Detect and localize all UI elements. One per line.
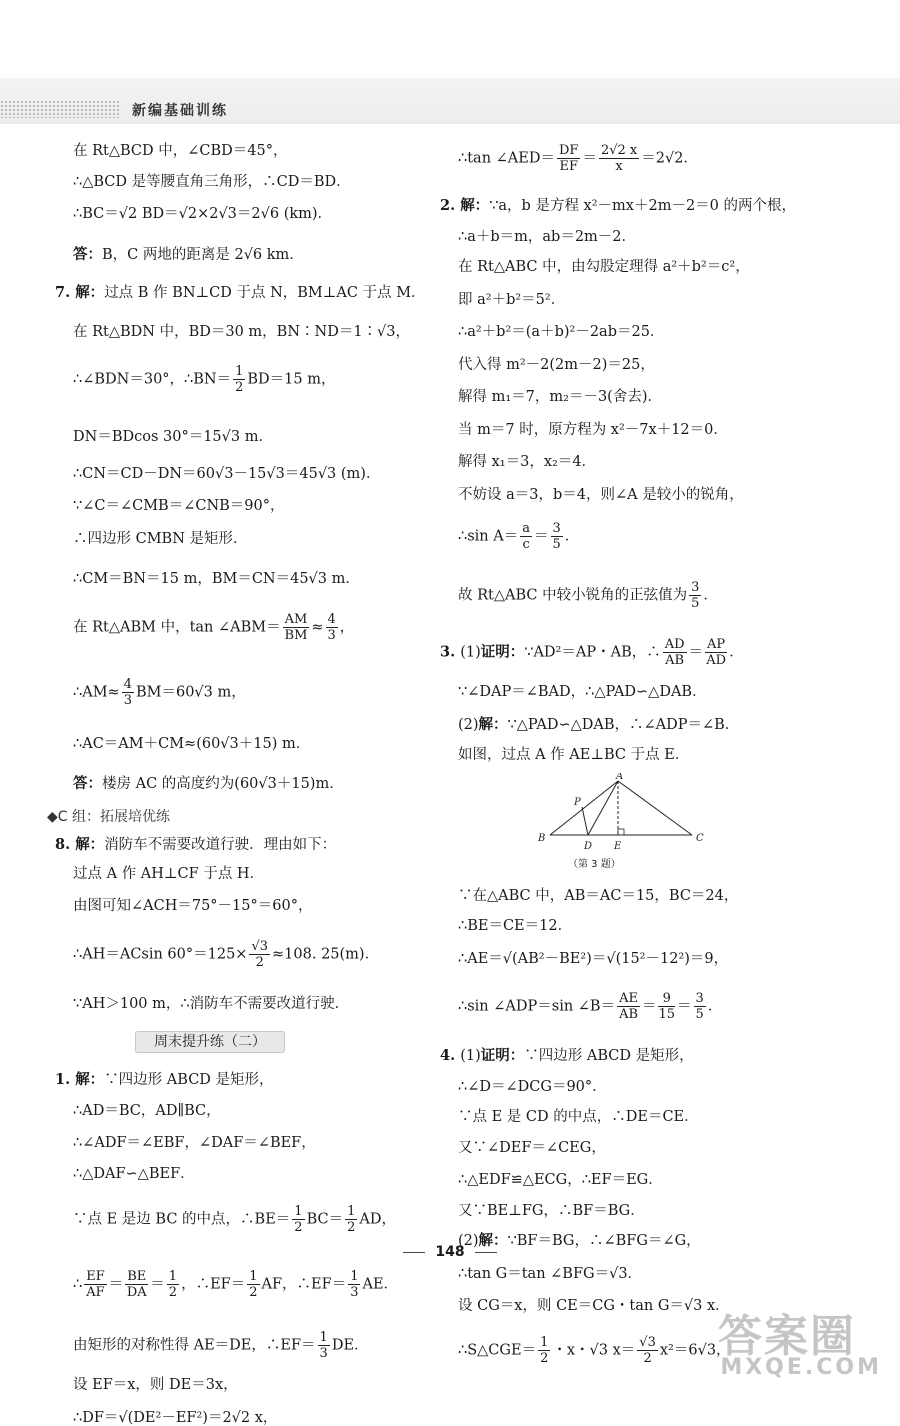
line-text: AD， bbox=[359, 1211, 396, 1228]
answer-label: 解： bbox=[75, 836, 105, 853]
fraction-numerator: BE bbox=[127, 1269, 147, 1284]
fraction-denominator: AB bbox=[619, 1007, 639, 1022]
fraction-denominator: 5 bbox=[691, 596, 700, 611]
fraction-denominator: AF bbox=[86, 1285, 105, 1300]
fraction-denominator: 2 bbox=[347, 1220, 356, 1235]
line-text: B，C 两地的距离是 2√6 km． bbox=[102, 246, 304, 263]
text-line bbox=[55, 1411, 445, 1426]
line-text: ∴ bbox=[73, 1276, 83, 1293]
fraction-numerator: 1 bbox=[540, 1334, 549, 1350]
text-line bbox=[55, 245, 445, 263]
fraction bbox=[557, 144, 580, 173]
line-text: ＝2√2． bbox=[641, 150, 698, 167]
right-angle-mark bbox=[618, 829, 624, 835]
line-text: ∵AD²＝AP・AB，∴ bbox=[524, 644, 661, 661]
line-text: ∴∠D＝∠DCG＝90°． bbox=[458, 1078, 607, 1095]
fraction bbox=[705, 638, 727, 667]
fraction-denominator: 2 bbox=[540, 1350, 549, 1366]
text-line bbox=[440, 1049, 830, 1064]
fraction bbox=[551, 522, 563, 551]
answer-label: 解： bbox=[478, 1232, 508, 1249]
line-text: 在 Rt△ABC 中，由勾股定理得 a²＋b²＝c²， bbox=[458, 259, 750, 275]
fraction-denominator: DA bbox=[126, 1285, 147, 1300]
answer-label: 答： bbox=[73, 245, 102, 263]
line-text: DN＝BDcos 30°＝15√3 m． bbox=[73, 429, 273, 445]
line-text: ∴a²＋b²＝(a＋b)²－2ab＝25． bbox=[458, 324, 665, 340]
problem-number: 7. bbox=[55, 284, 76, 301]
header-dot-pattern bbox=[0, 100, 120, 118]
fraction bbox=[283, 613, 310, 642]
fraction-denominator: AD bbox=[706, 653, 727, 668]
segment-ad bbox=[588, 781, 618, 835]
line-text: ＝ bbox=[150, 1276, 165, 1293]
text-line bbox=[440, 230, 830, 245]
right-column bbox=[440, 130, 830, 1365]
fraction-numerator: 2√2 x bbox=[600, 143, 638, 158]
line-text: ． bbox=[707, 998, 723, 1015]
fraction bbox=[249, 940, 270, 969]
text-line bbox=[55, 207, 445, 222]
fraction-denominator: EF bbox=[559, 159, 578, 174]
fraction-numerator: 1 bbox=[168, 1269, 178, 1284]
line-text: ． bbox=[729, 644, 744, 661]
fraction-denominator: AB bbox=[665, 653, 685, 668]
fraction bbox=[348, 1270, 360, 1299]
answer-label: 证明： bbox=[480, 643, 525, 661]
fraction bbox=[233, 365, 245, 394]
point-label-e: E bbox=[614, 840, 622, 852]
text-line bbox=[440, 325, 830, 340]
point-label-c: C bbox=[696, 832, 704, 844]
line-text: 又∵BE⊥FG，∴BF＝BG． bbox=[458, 1202, 645, 1219]
answer-label: 答： bbox=[73, 775, 102, 792]
fraction bbox=[689, 581, 701, 610]
figure-caption: （第 3 题） bbox=[568, 858, 621, 870]
line-text: ∴CM＝BN＝15 m，BM＝CN＝45√3 m． bbox=[73, 571, 360, 587]
text-line bbox=[55, 899, 445, 914]
line-text: ∴四边形 CMBN 是矩形． bbox=[73, 530, 248, 547]
line-text: ，∴EF＝ bbox=[181, 1276, 246, 1293]
fraction-denominator: 3 bbox=[123, 692, 132, 708]
line-text: ∵点 E 是 CD 的中点，∴DE＝CE． bbox=[458, 1109, 699, 1125]
fraction bbox=[520, 522, 532, 551]
line-text: ∴tan ∠AED＝ bbox=[458, 150, 555, 167]
text-line bbox=[55, 1331, 445, 1360]
text-line bbox=[440, 581, 830, 610]
line-text: 在 Rt△ABM 中，tan ∠ABM＝ bbox=[73, 619, 281, 635]
line-text: 过点 A 作 AH⊥CF 于点 H． bbox=[73, 865, 265, 882]
fraction-denominator: 2 bbox=[249, 1285, 258, 1300]
text-line bbox=[55, 499, 445, 514]
line-text: ∴∠BDN＝30°，∴BN＝ bbox=[73, 371, 232, 388]
text-line bbox=[55, 572, 445, 587]
problem-number: 1. bbox=[55, 1071, 76, 1088]
fraction-denominator: 2 bbox=[294, 1220, 303, 1235]
text-line bbox=[440, 685, 830, 700]
fraction-denominator: 2 bbox=[255, 954, 264, 970]
text-line bbox=[55, 1104, 445, 1119]
line-text: ∵BF＝BG，∴∠BFG＝∠G， bbox=[507, 1233, 701, 1249]
text-line bbox=[55, 325, 445, 340]
text-line bbox=[55, 997, 445, 1012]
text-line bbox=[440, 260, 830, 275]
fraction-numerator: √3 bbox=[639, 1334, 656, 1350]
line-text: ∵△PAD∽△DAB，∴∠ADP＝∠B． bbox=[507, 716, 740, 733]
fraction-numerator: 1 bbox=[249, 1269, 258, 1284]
text-line bbox=[55, 737, 445, 752]
line-text: ∴△EDF≌△ECG，∴EF＝EG． bbox=[458, 1172, 663, 1188]
line-text: 由图可知∠ACH＝75°－15°＝60°， bbox=[73, 898, 313, 914]
fraction bbox=[599, 144, 639, 173]
fraction bbox=[617, 992, 640, 1021]
line-text: ∴BC＝√2 BD＝√2×2√3＝2√6 (km)． bbox=[73, 206, 333, 222]
fraction-numerator: EF bbox=[86, 1269, 105, 1284]
line-text: AF，∴EF＝ bbox=[261, 1276, 347, 1293]
page-number-footer bbox=[0, 1244, 900, 1260]
fraction-numerator: AD bbox=[664, 637, 685, 652]
text-line bbox=[440, 952, 830, 967]
line-text: ∴tan G＝tan ∠BFG＝√3． bbox=[458, 1265, 643, 1282]
text-line bbox=[55, 365, 445, 394]
text-line bbox=[440, 1267, 830, 1282]
text-line bbox=[55, 286, 445, 301]
fraction-numerator: 1 bbox=[350, 1269, 359, 1284]
line-text: ∴BE＝CE＝12． bbox=[458, 918, 573, 934]
figure-3 bbox=[510, 773, 830, 877]
fraction-numerator: AM bbox=[284, 611, 308, 627]
fraction-denominator: x bbox=[615, 159, 623, 174]
line-text: ∴AM≈ bbox=[73, 684, 120, 700]
fraction bbox=[167, 1270, 179, 1299]
problem-number: 2. bbox=[440, 197, 461, 214]
fraction-numerator: 3 bbox=[691, 580, 700, 595]
line-text: (1) bbox=[460, 1048, 481, 1064]
fraction-denominator: 15 bbox=[658, 1007, 676, 1022]
fraction bbox=[637, 1336, 658, 1365]
line-text: ＝ bbox=[534, 528, 549, 545]
line-text: ∴△DAF∽△BEF． bbox=[73, 1165, 195, 1182]
text-line bbox=[440, 1204, 830, 1219]
line-text: ・x・√3 x＝ bbox=[552, 1342, 636, 1358]
point-label-a: A bbox=[616, 772, 624, 782]
line-text: 设 CG＝x，则 CE＝CG・tan G＝√3 x． bbox=[458, 1298, 730, 1314]
line-text: ∴AD＝BC，AD∥BC， bbox=[73, 1102, 221, 1119]
line-text: ＝ bbox=[688, 644, 704, 661]
line-text: ∴∠ADF＝∠EBF，∠DAF＝∠BEF， bbox=[73, 1135, 316, 1151]
text-line bbox=[55, 867, 445, 882]
fraction-denominator: 3 bbox=[350, 1285, 359, 1300]
text-line bbox=[55, 777, 445, 792]
line-text: 即 a²＋b²＝5²． bbox=[458, 291, 566, 308]
line-text: x²＝6√3， bbox=[659, 1342, 731, 1358]
point-label-d: D bbox=[584, 840, 593, 852]
line-text: 当 m＝7 时，原方程为 x²－7x＋12＝0． bbox=[458, 421, 728, 438]
line-text: ∴AE＝√(AB²－BE²)＝√(15²－12²)＝9， bbox=[458, 950, 729, 967]
line-text: ＝ bbox=[677, 998, 692, 1015]
fraction-numerator: 4 bbox=[123, 676, 132, 692]
footer-dash-right bbox=[475, 1252, 497, 1253]
line-text: BD＝15 m， bbox=[247, 371, 336, 388]
text-line bbox=[55, 1378, 445, 1393]
text-line bbox=[440, 1110, 830, 1125]
fraction bbox=[122, 678, 134, 707]
section-banner: 周末提升练（二） bbox=[135, 1031, 285, 1053]
fraction-denominator: 3 bbox=[319, 1346, 328, 1361]
text-line bbox=[440, 293, 830, 308]
problem-number: 4. bbox=[440, 1047, 461, 1064]
line-text: 解得 x₁＝3，x₂＝4． bbox=[458, 454, 597, 470]
text-line bbox=[440, 1080, 830, 1095]
left-column bbox=[47, 130, 445, 1426]
text-line bbox=[440, 423, 830, 438]
line-text: 代入得 m²－2(2m－2)＝25， bbox=[458, 356, 655, 373]
line-text: 在 Rt△BDN 中，BD＝30 m，BN∶ND＝1∶√3， bbox=[73, 323, 411, 340]
segment-pd bbox=[582, 807, 588, 835]
line-text: 设 EF＝x，则 DE＝3x， bbox=[73, 1377, 238, 1393]
triangle-diagram bbox=[510, 773, 710, 853]
line-text: 过点 B 作 BN⊥CD 于点 N，BM⊥AC 于点 M． bbox=[104, 285, 426, 301]
text-line bbox=[440, 1141, 830, 1156]
line-text: ∴S△CGE＝ bbox=[458, 1342, 537, 1358]
text-line bbox=[55, 467, 445, 482]
text-line bbox=[47, 810, 445, 825]
line-text: ＝ bbox=[108, 1276, 124, 1293]
text-line bbox=[440, 1173, 830, 1188]
text-line bbox=[440, 638, 830, 667]
line-text: ∵∠DAP＝∠BAD，∴△PAD∽△DAB． bbox=[458, 684, 707, 700]
line-text: ． bbox=[703, 587, 718, 604]
line-text: ∵在△ABC 中，AB＝AC＝15，BC＝24， bbox=[458, 887, 739, 904]
segment-ac bbox=[618, 781, 692, 835]
text-line bbox=[55, 1205, 445, 1234]
line-text: ∵点 E 是边 BC 的中点，∴BE＝ bbox=[73, 1211, 291, 1228]
line-text: 又∵∠DEF＝∠CEG， bbox=[458, 1139, 606, 1156]
line-text: 在 Rt△BCD 中，∠CBD＝45°， bbox=[73, 143, 288, 159]
text-line bbox=[55, 144, 445, 159]
fraction-numerator: 1 bbox=[347, 1204, 356, 1219]
text-line bbox=[55, 613, 445, 642]
fraction bbox=[318, 1331, 330, 1360]
fraction bbox=[663, 638, 687, 667]
answer-label: 解： bbox=[460, 197, 490, 214]
line-text: ∵∠C＝∠CMB＝∠CNB＝90°， bbox=[73, 498, 285, 514]
fraction bbox=[694, 992, 706, 1021]
line-text: 由矩形的对称性得 AE＝DE，∴EF＝ bbox=[73, 1337, 316, 1354]
fraction-numerator: a bbox=[522, 521, 530, 536]
line-text: ∴△BCD 是等腰直角三角形，∴CD＝BD． bbox=[73, 173, 351, 190]
text-line bbox=[55, 838, 445, 853]
line-text: 不妨设 a＝3，b＝4，则∠A 是较小的锐角， bbox=[458, 486, 744, 503]
text-line bbox=[55, 1031, 445, 1053]
fraction-denominator: 2 bbox=[168, 1285, 178, 1300]
line-text: ∵AH＞100 m，∴消防车不需要改道行驶． bbox=[73, 995, 350, 1012]
spacer bbox=[440, 763, 830, 773]
text-line bbox=[440, 199, 830, 214]
text-line bbox=[440, 889, 830, 904]
text-line bbox=[440, 488, 830, 503]
answer-label: 解： bbox=[75, 1071, 105, 1088]
answer-label: 解： bbox=[478, 715, 508, 733]
fraction bbox=[538, 1336, 550, 1365]
text-line bbox=[55, 940, 445, 969]
fraction-denominator: 2 bbox=[643, 1350, 652, 1366]
text-line bbox=[55, 1136, 445, 1151]
line-text: 解得 m₁＝7，m₂＝－3(舍去)． bbox=[458, 389, 662, 405]
fraction-numerator: 1 bbox=[319, 1330, 328, 1345]
line-text: 楼房 AC 的高度约为(60√3＋15)m． bbox=[102, 776, 344, 792]
text-line bbox=[440, 919, 830, 934]
watermark-url: MXQE.COM bbox=[720, 1355, 882, 1380]
text-line bbox=[55, 430, 445, 445]
fraction-denominator: 5 bbox=[695, 1007, 704, 1022]
line-text: ∵四边形 ABCD 是矩形， bbox=[524, 1048, 694, 1064]
fraction bbox=[292, 1205, 304, 1234]
page-number: 148 bbox=[435, 1244, 465, 1260]
line-text: ∴AC＝AM＋CM≈(60√3＋15) m． bbox=[73, 735, 311, 752]
text-line bbox=[440, 390, 830, 405]
line-text: ． bbox=[564, 528, 580, 545]
fraction-denominator: c bbox=[522, 537, 530, 552]
watermark-logo: 答案圈 bbox=[718, 1311, 856, 1362]
watermark bbox=[718, 1300, 888, 1380]
fraction-denominator: 3 bbox=[327, 627, 336, 643]
text-line bbox=[55, 175, 445, 190]
text-line bbox=[55, 1073, 445, 1088]
fraction-numerator: AE bbox=[619, 991, 638, 1006]
fraction-denominator: BM bbox=[284, 627, 308, 643]
line-text: 如图，过点 A 作 AE⊥BC 于点 E． bbox=[458, 747, 690, 763]
fraction-numerator: DF bbox=[558, 143, 579, 158]
text-line bbox=[55, 1270, 445, 1299]
fraction-numerator: AP bbox=[707, 637, 726, 652]
fraction-numerator: √3 bbox=[251, 938, 269, 954]
line-text: BC＝ bbox=[306, 1211, 344, 1228]
line-text: ∵a，b 是方程 x²－mx＋2m－2＝0 的两个根， bbox=[489, 198, 797, 214]
line-text: 故 Rt△ABC 中较小锐角的正弦值为 bbox=[458, 587, 688, 604]
fraction bbox=[326, 613, 338, 642]
text-line bbox=[440, 748, 830, 763]
fraction bbox=[125, 1270, 148, 1299]
header-title: 新编基础训练 bbox=[132, 103, 228, 119]
fraction bbox=[247, 1270, 259, 1299]
answer-label: 证明： bbox=[480, 1047, 525, 1064]
text-line bbox=[440, 522, 830, 551]
line-text: 消防车不需要改道行驶．理由如下： bbox=[104, 837, 337, 853]
line-text: DE． bbox=[331, 1337, 369, 1354]
text-line bbox=[55, 678, 445, 707]
fraction-numerator: 3 bbox=[552, 521, 561, 536]
fraction-numerator: 9 bbox=[658, 992, 675, 1007]
fraction bbox=[345, 1205, 357, 1234]
fraction-numerator: 1 bbox=[294, 1204, 303, 1219]
text-line bbox=[55, 532, 445, 547]
segment-ab bbox=[550, 781, 618, 835]
text-line bbox=[440, 358, 830, 373]
text-line bbox=[55, 1167, 445, 1182]
line-text: ∴a＋b＝m，ab＝2m－2． bbox=[458, 228, 637, 245]
line-text: ≈108. 25(m)． bbox=[272, 946, 380, 962]
problem-number: 3. bbox=[440, 643, 461, 661]
line-text: BM＝60√3 m， bbox=[135, 684, 246, 700]
line-text: AE． bbox=[362, 1276, 399, 1293]
line-text: ， bbox=[339, 619, 355, 635]
text-line bbox=[440, 144, 830, 173]
fraction-denominator: 5 bbox=[552, 537, 561, 552]
line-text: ∴CN＝CD－DN＝60√3－15√3＝45√3 (m)． bbox=[73, 465, 381, 482]
fraction-denominator: 2 bbox=[235, 380, 244, 395]
text-line bbox=[440, 992, 830, 1021]
fraction-numerator: 3 bbox=[695, 991, 704, 1006]
problem-number: 8. bbox=[55, 836, 76, 853]
line-text: ∴sin A＝ bbox=[458, 528, 519, 545]
point-label-p: P bbox=[574, 796, 581, 808]
text-line bbox=[440, 715, 830, 733]
line-text: (1) bbox=[460, 644, 481, 661]
fraction-numerator: 1 bbox=[235, 364, 244, 379]
fraction-numerator: 4 bbox=[327, 611, 336, 627]
line-text: ＝ bbox=[582, 150, 597, 167]
text-line bbox=[440, 455, 830, 470]
line-text: (2) bbox=[458, 1233, 479, 1249]
line-text: ∴sin ∠ADP＝sin ∠B＝ bbox=[458, 998, 616, 1015]
footer-dash-left bbox=[403, 1252, 425, 1253]
section-heading: ◆C 组：拓展培优练 bbox=[47, 808, 170, 825]
line-text: (2) bbox=[458, 716, 479, 733]
line-text: ∴AH＝ACsin 60°＝125× bbox=[73, 946, 248, 962]
line-text: ＝ bbox=[641, 998, 657, 1015]
answer-label: 解： bbox=[75, 284, 105, 301]
point-label-b: B bbox=[538, 832, 546, 844]
line-text: ≈ bbox=[311, 619, 324, 635]
fraction bbox=[658, 992, 675, 1021]
line-text: ∵四边形 ABCD 是矩形， bbox=[104, 1072, 274, 1088]
line-text: ∴DF＝√(DE²－EF²)＝2√2 x， bbox=[73, 1409, 278, 1426]
fraction bbox=[84, 1270, 107, 1299]
